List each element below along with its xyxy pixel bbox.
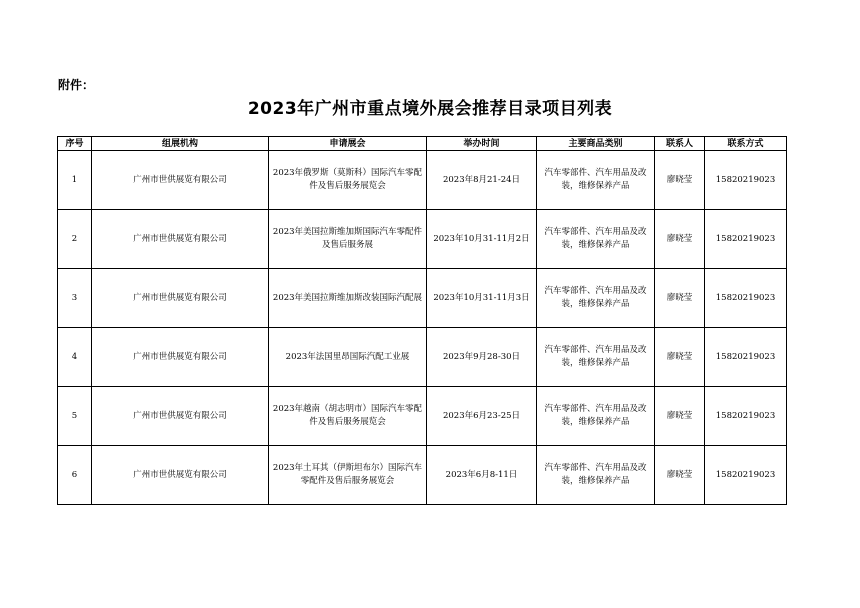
cell-contact: 廖晓莹 <box>655 269 705 328</box>
table-row <box>58 446 787 505</box>
cell-organizer: 广州市世供展览有限公司 <box>92 328 269 387</box>
cell-organizer: 广州市世供展览有限公司 <box>92 446 269 505</box>
cell-seq: 1 <box>58 151 92 210</box>
cell-exhibition: 2023年土耳其（伊斯坦布尔）国际汽车零配件及售后服务展览会 <box>269 446 427 505</box>
cell-category: 汽车零部件、汽车用品及改装，维修保养产品 <box>537 269 655 328</box>
table-row <box>58 151 787 210</box>
header-date: 举办时间 <box>427 137 537 151</box>
cell-phone: 15820219023 <box>705 151 787 210</box>
cell-organizer: 广州市世供展览有限公司 <box>92 151 269 210</box>
cell-seq: 5 <box>58 387 92 446</box>
cell-organizer: 广州市世供展览有限公司 <box>92 269 269 328</box>
cell-date: 2023年9月28-30日 <box>427 328 537 387</box>
header-category: 主要商品类别 <box>537 137 655 151</box>
cell-contact: 廖晓莹 <box>655 328 705 387</box>
cell-contact: 廖晓莹 <box>655 151 705 210</box>
cell-seq: 2 <box>58 210 92 269</box>
cell-exhibition: 2023年美国拉斯维加斯改装国际汽配展 <box>269 269 427 328</box>
cell-phone: 15820219023 <box>705 387 787 446</box>
cell-contact: 廖晓莹 <box>655 387 705 446</box>
table-row <box>58 210 787 269</box>
cell-category: 汽车零部件、汽车用品及改装，维修保养产品 <box>537 328 655 387</box>
header-exhibition: 申请展会 <box>269 137 427 151</box>
cell-organizer: 广州市世供展览有限公司 <box>92 210 269 269</box>
cell-contact: 廖晓莹 <box>655 446 705 505</box>
cell-date: 2023年6月8-11日 <box>427 446 537 505</box>
table-header-row <box>58 137 787 151</box>
header-phone: 联系方式 <box>705 137 787 151</box>
cell-date: 2023年10月31-11月3日 <box>427 269 537 328</box>
cell-category: 汽车零部件、汽车用品及改装，维修保养产品 <box>537 387 655 446</box>
header-contact: 联系人 <box>655 137 705 151</box>
cell-date: 2023年8月21-24日 <box>427 151 537 210</box>
attachment-label: 附件： <box>58 78 95 92</box>
cell-seq: 3 <box>58 269 92 328</box>
cell-exhibition: 2023年俄罗斯（莫斯科）国际汽车零配件及售后服务展览会 <box>269 151 427 210</box>
cell-category: 汽车零部件、汽车用品及改装，维修保养产品 <box>537 151 655 210</box>
cell-exhibition: 2023年越南（胡志明市）国际汽车零配件及售后服务展览会 <box>269 387 427 446</box>
cell-contact: 廖晓莹 <box>655 210 705 269</box>
table-row <box>58 387 787 446</box>
cell-phone: 15820219023 <box>705 210 787 269</box>
cell-exhibition: 2023年法国里昂国际汽配工业展 <box>269 328 427 387</box>
header-seq: 序号 <box>58 137 92 151</box>
cell-phone: 15820219023 <box>705 328 787 387</box>
cell-category: 汽车零部件、汽车用品及改装，维修保养产品 <box>537 210 655 269</box>
cell-seq: 4 <box>58 328 92 387</box>
cell-phone: 15820219023 <box>705 446 787 505</box>
table-row <box>58 269 787 328</box>
cell-phone: 15820219023 <box>705 269 787 328</box>
cell-date: 2023年6月23-25日 <box>427 387 537 446</box>
table-row <box>58 328 787 387</box>
exhibition-table <box>57 136 787 505</box>
cell-category: 汽车零部件、汽车用品及改装，维修保养产品 <box>537 446 655 505</box>
cell-seq: 6 <box>58 446 92 505</box>
cell-organizer: 广州市世供展览有限公司 <box>92 387 269 446</box>
document-title: 2023年广州市重点境外展会推荐目录项目列表 <box>247 99 613 119</box>
cell-exhibition: 2023年美国拉斯维加斯国际汽车零配件及售后服务展 <box>269 210 427 269</box>
cell-date: 2023年10月31-11月2日 <box>427 210 537 269</box>
header-organizer: 组展机构 <box>92 137 269 151</box>
